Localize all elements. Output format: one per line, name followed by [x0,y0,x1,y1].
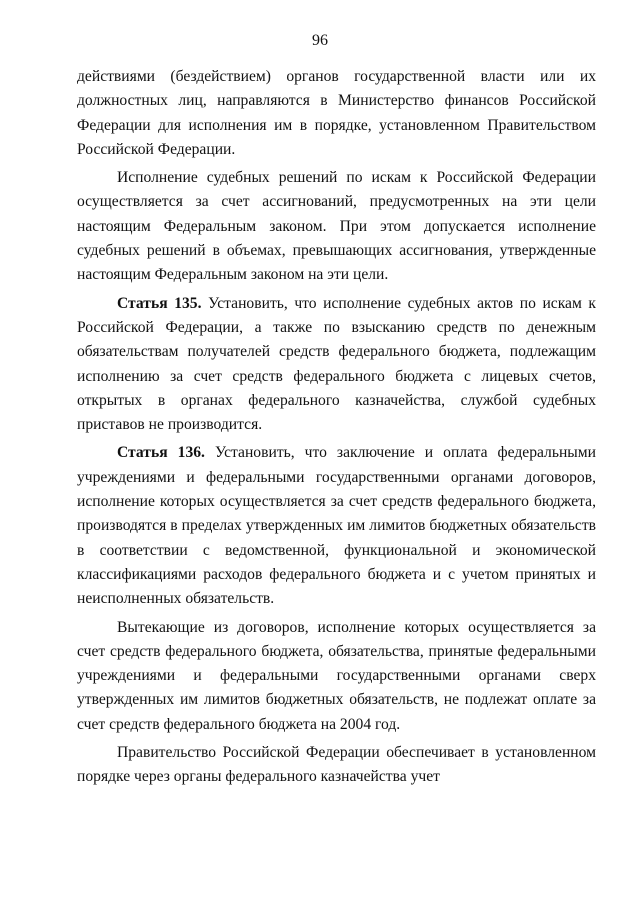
paragraph-text: действиями (бездействием) органов государственной власти или их должностных лиц, направляются в Министерство финансов Российской Федерации для исполнения им в порядке, установленном Правительством Российской Федерации. [77,68,596,158]
paragraph-text: Исполнение судебных решений по искам к Российской Федерации осуществляется за счет ассигнований, предусмотренных на эти цели настоящим Федеральным законом. При этом допускается исполнение судебных решений в объемах, превышающих ассигнования, утвержденные настоящим Федеральным законом на эти цели. [77,169,596,284]
paragraph [77,616,596,737]
page-number: 96 [312,32,328,49]
document-body [77,65,596,794]
article-135-paragraph [77,292,596,438]
paragraph [77,166,596,287]
paragraph-text: Правительство Российской Федерации обеспечивает в установленном порядке через органы федерального казначейства учет [77,744,596,786]
article-136-paragraph [77,441,596,611]
paragraph-text: Вытекающие из договоров, исполнение которых осуществляется за счет средств федерального бюджета, обязательства, принятые федеральными учреждениями и федеральными государственными органами сверх утвержденных им лимитов бюджетных обязательств, не подлежат оплате за счет средств федерального бюджета на 2004 год. [77,618,596,733]
paragraph [77,65,596,162]
paragraph-text: Установить, что исполнение судебных актов по искам к Российской Федерации, а также по взысканию средств по денежным обязательствам получателей средств федерального бюджета, подлежащим исполнению за счет средств федерального бюджета с лицевых счетов, открытых в органах федерального казначейства, службой судебных приставов не производится. [77,294,596,434]
article-heading: Статья 136. [117,444,215,462]
paragraph [77,741,596,790]
paragraph-text: Установить, что заключение и оплата федеральными учреждениями и федеральными государственными органами договоров, исполнение которых осуществляется за счет средств федерального бюджета, производятся в пределах утвержденных им лимитов бюджетных обязательств в соответствии с ведомственной, функциональной и экономической классификациями расходов федерального бюджета и с учетом принятых и неисполненных обязательств. [77,444,596,608]
article-heading: Статья 135. [117,294,209,312]
